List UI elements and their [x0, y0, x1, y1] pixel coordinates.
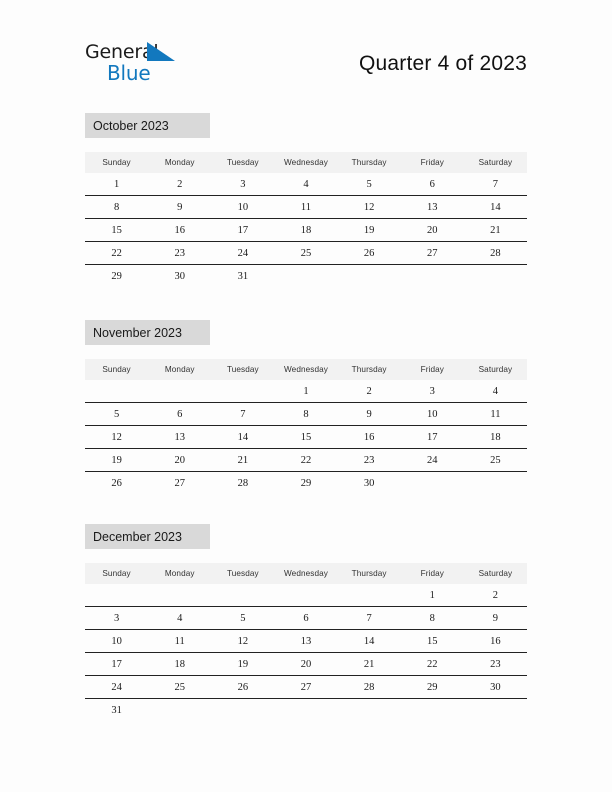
calendar-week-row	[85, 265, 527, 288]
logo-word-blue: Blue	[107, 61, 151, 85]
calendar-day-cell[interactable]: 20	[401, 219, 464, 242]
page-title: Quarter 4 of 2023	[358, 52, 527, 75]
calendar-day-cell[interactable]: 4	[274, 173, 337, 196]
calendar-day-cell[interactable]: 18	[148, 653, 211, 676]
weekday-header-saturday: Saturday	[464, 563, 527, 584]
weekday-header-wednesday: Wednesday	[274, 359, 337, 380]
calendar-day-cell[interactable]: 13	[274, 630, 337, 653]
calendar-day-cell[interactable]: 16	[464, 630, 527, 653]
calendar-week-row	[85, 472, 527, 495]
calendar-day-cell[interactable]: 17	[211, 219, 274, 242]
month-block-october	[85, 113, 527, 287]
calendar-day-cell[interactable]: 18	[274, 219, 337, 242]
calendar-day-cell[interactable]: 1	[274, 380, 337, 403]
calendar-day-cell[interactable]: 21	[338, 653, 401, 676]
calendar-body	[85, 584, 527, 721]
weekday-header-tuesday: Tuesday	[211, 563, 274, 584]
calendar-day-cell[interactable]: 14	[338, 630, 401, 653]
calendar-day-cell[interactable]: 19	[85, 449, 148, 472]
calendar-day-cell[interactable]: 3	[85, 607, 148, 630]
general-blue-logo	[85, 40, 190, 90]
calendar-day-cell[interactable]: 26	[111, 478, 122, 489]
calendar-day-empty	[148, 584, 211, 607]
calendar-day-cell[interactable]: 11	[148, 630, 211, 653]
calendar-day-cell[interactable]: 11	[274, 196, 337, 219]
calendar-day-cell[interactable]: 6	[274, 607, 337, 630]
calendar-day-cell[interactable]: 25	[274, 242, 337, 265]
weekday-header-thursday: Thursday	[338, 359, 401, 380]
calendar-day-cell[interactable]: 30	[174, 271, 185, 282]
calendar-day-cell[interactable]: 12	[338, 196, 401, 219]
calendar-day-cell[interactable]: 5	[211, 607, 274, 630]
calendar-day-cell[interactable]: 9	[148, 196, 211, 219]
calendar-day-empty	[401, 265, 464, 288]
calendar-day-cell[interactable]: 4	[464, 380, 527, 403]
calendar-day-cell[interactable]: 26	[211, 676, 274, 699]
calendar-day-cell[interactable]: 24	[401, 449, 464, 472]
calendar-day-cell[interactable]: 8	[85, 196, 148, 219]
calendar-day-empty	[85, 380, 148, 403]
calendar-day-cell[interactable]: 30	[363, 478, 375, 489]
calendar-day-cell[interactable]: 10	[401, 403, 464, 426]
calendar-day-empty	[338, 265, 401, 288]
calendar-day-cell[interactable]: 15	[274, 426, 337, 449]
weekday-header-row	[85, 152, 527, 173]
weekday-header-friday: Friday	[401, 563, 464, 584]
calendar-day-cell[interactable]: 25	[148, 676, 211, 699]
calendar-day-cell[interactable]: 8	[274, 403, 337, 426]
calendar-week-row	[85, 219, 527, 242]
calendar-day-cell[interactable]: 25	[464, 449, 527, 472]
weekday-header-monday: Monday	[148, 152, 211, 173]
calendar-day-cell[interactable]: 5	[338, 173, 401, 196]
calendar-day-cell[interactable]: 2	[464, 584, 527, 607]
month-block-november	[85, 320, 527, 494]
calendar-day-cell[interactable]: 16	[338, 426, 401, 449]
calendar-week-row	[85, 403, 527, 426]
calendar-day-cell[interactable]: 7	[338, 607, 401, 630]
calendar-day-cell[interactable]: 21	[464, 219, 527, 242]
calendar-day-cell[interactable]: 14	[464, 196, 527, 219]
calendar-day-cell[interactable]: 10	[211, 196, 274, 219]
calendar-day-cell[interactable]: 31	[237, 271, 249, 282]
calendar-day-empty	[85, 584, 148, 607]
calendar-table-december	[85, 563, 527, 721]
calendar-day-cell[interactable]: 1	[401, 584, 464, 607]
calendar-day-cell[interactable]: 3	[211, 173, 274, 196]
calendar-day-cell[interactable]: 12	[211, 630, 274, 653]
calendar-day-empty	[274, 699, 337, 722]
calendar-day-empty	[401, 699, 464, 722]
calendar-day-cell[interactable]: 12	[85, 426, 148, 449]
weekday-header-friday: Friday	[401, 152, 464, 173]
calendar-week-row	[85, 584, 527, 607]
calendar-day-cell[interactable]: 3	[401, 380, 464, 403]
calendar-day-cell[interactable]: 9	[338, 403, 401, 426]
month-title-banner	[85, 113, 210, 138]
calendar-day-empty	[464, 265, 527, 288]
calendar-day-cell[interactable]: 19	[211, 653, 274, 676]
calendar-day-cell[interactable]: 21	[211, 449, 274, 472]
calendar-day-cell[interactable]: 7	[464, 173, 527, 196]
calendar-day-cell[interactable]: 22	[401, 653, 464, 676]
calendar-day-cell[interactable]: 6	[148, 403, 211, 426]
calendar-week-row	[85, 699, 527, 722]
calendar-week-row	[85, 196, 527, 219]
month-title: December 2023	[93, 529, 182, 544]
calendar-day-cell[interactable]: 1	[85, 173, 148, 196]
calendar-day-cell[interactable]: 11	[464, 403, 527, 426]
weekday-header-saturday: Saturday	[464, 152, 527, 173]
weekday-header-wednesday: Wednesday	[274, 152, 337, 173]
calendar-day-cell[interactable]: 22	[274, 449, 337, 472]
calendar-week-row	[85, 653, 527, 676]
calendar-body	[85, 380, 527, 494]
calendar-week-row	[85, 380, 527, 403]
calendar-day-cell[interactable]: 19	[338, 219, 401, 242]
calendar-day-empty	[338, 584, 401, 607]
calendar-day-cell[interactable]: 15	[401, 630, 464, 653]
calendar-day-cell[interactable]: 17	[85, 653, 148, 676]
calendar-day-cell[interactable]: 29	[111, 271, 122, 282]
page-header	[85, 40, 527, 96]
month-title: November 2023	[93, 325, 182, 340]
calendar-day-empty	[211, 699, 274, 722]
calendar-day-cell[interactable]: 23	[148, 242, 211, 265]
calendar-day-cell[interactable]: 27	[401, 242, 464, 265]
calendar-day-cell[interactable]: 2	[148, 173, 211, 196]
blue-triangle-flag-icon	[147, 42, 175, 61]
calendar-week-row	[85, 676, 527, 699]
calendar-day-empty	[274, 584, 337, 607]
calendar-day-cell[interactable]: 23	[338, 449, 401, 472]
calendar-day-empty	[464, 472, 527, 495]
calendar-day-cell[interactable]: 7	[211, 403, 274, 426]
calendar-day-cell[interactable]: 27	[274, 676, 337, 699]
calendar-day-cell[interactable]: 6	[401, 173, 464, 196]
calendar-table-november	[85, 359, 527, 494]
calendar-day-cell[interactable]: 30	[464, 676, 527, 699]
weekday-header-row	[85, 359, 527, 380]
calendar-day-empty	[148, 699, 211, 722]
calendar-day-cell[interactable]: 5	[85, 403, 148, 426]
month-title-banner	[85, 320, 210, 345]
calendar-day-cell[interactable]: 22	[85, 242, 148, 265]
calendar-week-row	[85, 449, 527, 472]
weekday-header-saturday: Saturday	[464, 359, 527, 380]
weekday-header-sunday: Sunday	[85, 563, 148, 584]
calendar-body	[85, 173, 527, 287]
calendar-day-cell[interactable]: 23	[464, 653, 527, 676]
calendar-day-cell[interactable]: 16	[148, 219, 211, 242]
calendar-day-cell[interactable]: 10	[85, 630, 148, 653]
calendar-week-row	[85, 607, 527, 630]
calendar-day-cell[interactable]: 13	[148, 426, 211, 449]
calendar-day-cell[interactable]: 26	[338, 242, 401, 265]
calendar-day-cell[interactable]: 27	[174, 478, 185, 489]
weekday-header-thursday: Thursday	[338, 563, 401, 584]
month-block-december	[85, 524, 527, 721]
weekday-header-sunday: Sunday	[85, 152, 148, 173]
calendar-day-cell[interactable]: 29	[300, 478, 312, 489]
month-title-banner	[85, 524, 210, 549]
calendar-day-empty	[274, 265, 337, 288]
calendar-day-cell[interactable]: 20	[274, 653, 337, 676]
calendar-week-row	[85, 630, 527, 653]
calendar-day-empty	[211, 584, 274, 607]
calendar-day-cell[interactable]: 18	[464, 426, 527, 449]
calendar-day-cell[interactable]: 2	[338, 380, 401, 403]
weekday-header-sunday: Sunday	[85, 359, 148, 380]
calendar-day-empty	[148, 380, 211, 403]
calendar-day-cell[interactable]: 4	[148, 607, 211, 630]
calendar-table-october	[85, 152, 527, 287]
calendar-day-cell[interactable]: 31	[111, 705, 122, 716]
calendar-day-empty	[464, 699, 527, 722]
weekday-header-wednesday: Wednesday	[274, 563, 337, 584]
calendar-day-cell[interactable]: 28	[464, 242, 527, 265]
weekday-header-tuesday: Tuesday	[211, 152, 274, 173]
calendar-day-cell[interactable]: 9	[464, 607, 527, 630]
calendar-day-cell[interactable]: 17	[401, 426, 464, 449]
calendar-day-cell[interactable]: 8	[401, 607, 464, 630]
weekday-header-row	[85, 563, 527, 584]
weekday-header-monday: Monday	[148, 563, 211, 584]
weekday-header-friday: Friday	[401, 359, 464, 380]
calendar-day-cell[interactable]: 28	[237, 478, 249, 489]
calendar-day-cell[interactable]: 24	[85, 676, 148, 699]
weekday-header-thursday: Thursday	[338, 152, 401, 173]
calendar-week-row	[85, 426, 527, 449]
calendar-day-cell[interactable]: 29	[401, 676, 464, 699]
calendar-day-empty	[338, 699, 401, 722]
calendar-day-empty	[401, 472, 464, 495]
calendar-week-row	[85, 173, 527, 196]
calendar-day-cell[interactable]: 24	[211, 242, 274, 265]
weekday-header-monday: Monday	[148, 359, 211, 380]
calendar-week-row	[85, 242, 527, 265]
calendar-day-empty	[211, 380, 274, 403]
calendar-day-cell[interactable]: 13	[401, 196, 464, 219]
calendar-day-cell[interactable]: 14	[211, 426, 274, 449]
weekday-header-tuesday: Tuesday	[211, 359, 274, 380]
month-title: October 2023	[93, 118, 169, 133]
calendar-day-cell[interactable]: 20	[148, 449, 211, 472]
logo-word-general: General	[85, 41, 159, 63]
calendar-day-cell[interactable]: 28	[338, 676, 401, 699]
calendar-day-cell[interactable]: 15	[85, 219, 148, 242]
